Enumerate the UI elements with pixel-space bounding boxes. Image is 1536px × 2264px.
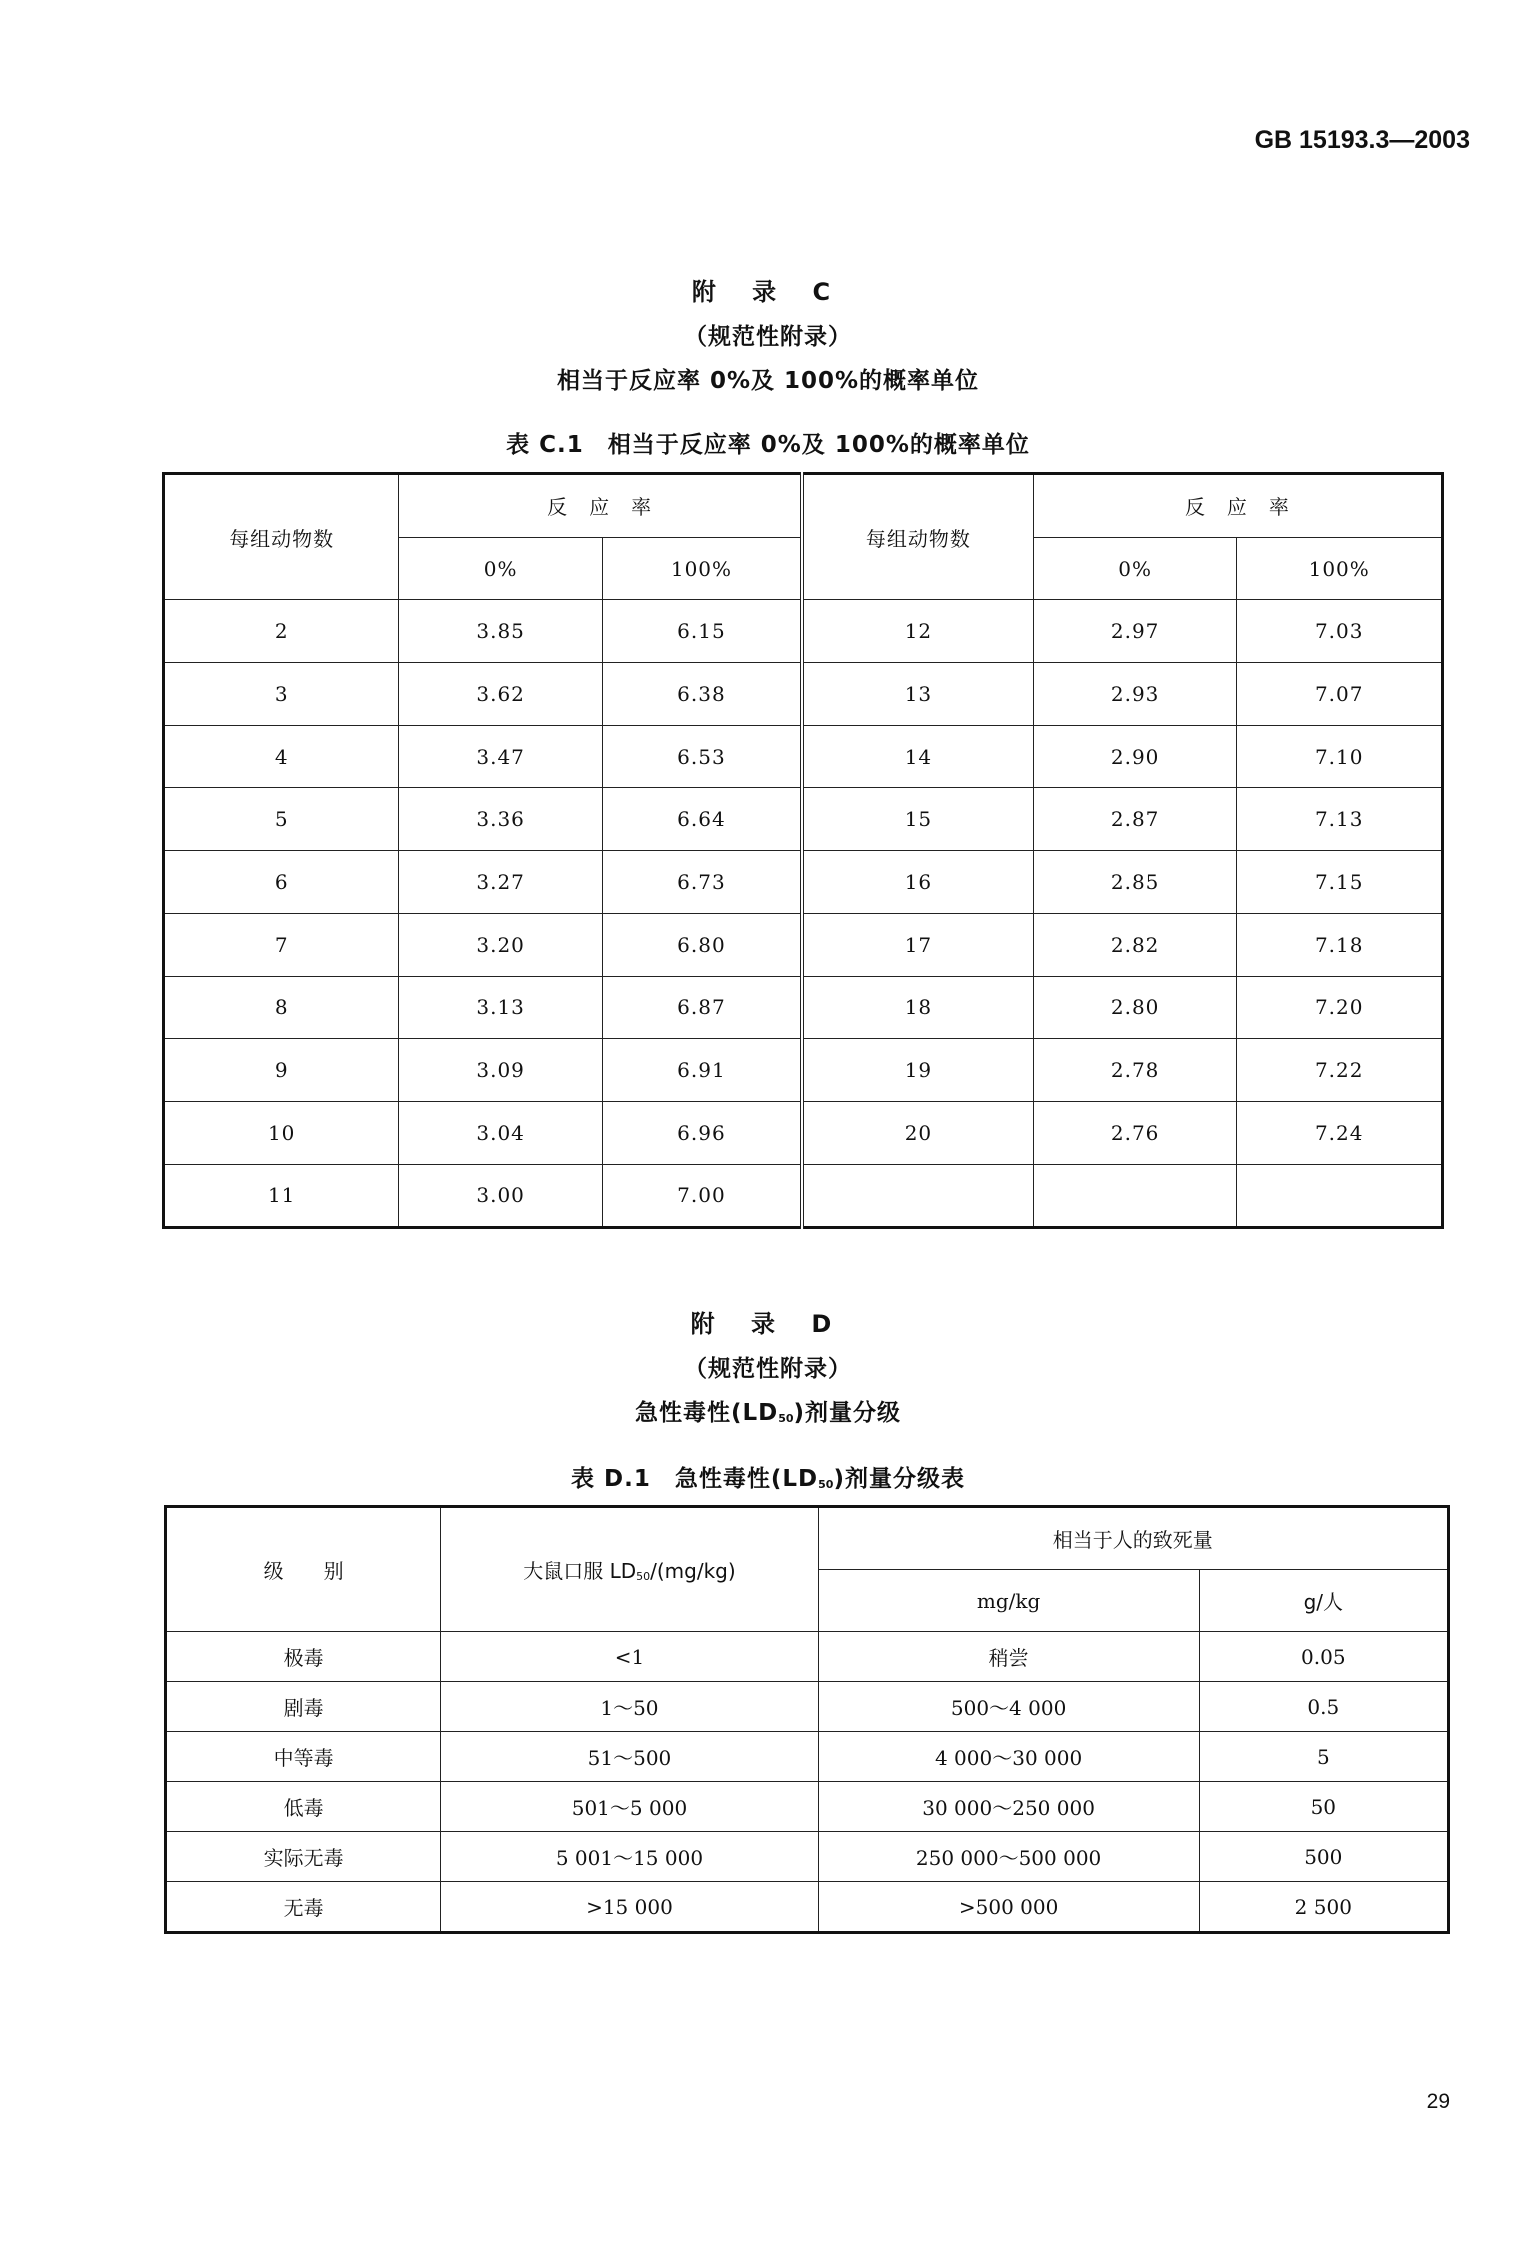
table-row [164,788,1443,851]
table-cell: 5 [1199,1732,1448,1782]
col-header-g-per-person: g/人 [1199,1570,1448,1632]
table-cell: 2.90 [1033,725,1237,788]
table-cell: 3.62 [399,663,603,726]
col-header-100pct-left: 100% [602,537,802,600]
table-cell: 7.03 [1237,600,1443,663]
table-row [166,1832,1449,1882]
table-cell: 2.85 [1033,851,1237,914]
table-cell: 7.15 [1237,851,1443,914]
col-header-animals-right: 每组动物数 [802,474,1033,600]
table-cell: 14 [802,725,1033,788]
table-cell: 3.00 [399,1164,603,1228]
col-header-100pct-right: 100% [1237,537,1443,600]
table-cell: 6.64 [602,788,802,851]
table-cell: 3.47 [399,725,603,788]
standard-number: GB 15193.3—2003 [1254,126,1470,154]
table-row [166,1632,1449,1682]
table-cell: 13 [802,663,1033,726]
table-d1 [164,1505,1450,1934]
table-cell: 17 [802,913,1033,976]
table-cell: 2 [164,600,399,663]
col-header-subscript: 50 [636,1570,651,1583]
table-cell: 0.05 [1199,1632,1448,1682]
table-row [164,1101,1443,1164]
appendix-d-type: （规范性附录） [684,1356,852,1382]
table-cell: 6 [164,851,399,914]
table-cell: 7.07 [1237,663,1443,726]
table-cell: 低毒 [166,1782,441,1832]
table-cell: 18 [802,976,1033,1039]
appendix-d-title: 附 录 D [690,1310,846,1338]
col-header-animals-left: 每组动物数 [164,474,399,600]
table-cell: 7.24 [1237,1101,1443,1164]
table-cell: 2.80 [1033,976,1237,1039]
table-cell: 12 [802,600,1033,663]
table-cell: 1～50 [441,1682,818,1732]
table-cell: 3 [164,663,399,726]
table-cell: 6.91 [602,1039,802,1102]
table-cell: 11 [164,1164,399,1228]
col-header-0pct-right: 0% [1033,537,1237,600]
table-row [164,913,1443,976]
table-cell: 无毒 [166,1882,441,1933]
col-header-text: /(mg/kg) [650,1559,736,1583]
table-cell: 8 [164,976,399,1039]
table-cell: 剧毒 [166,1682,441,1732]
table-cell: 2.76 [1033,1101,1237,1164]
table-cell: 500～4 000 [818,1682,1199,1732]
col-header-text: 大鼠口服 LD [523,1559,637,1583]
table-cell: 10 [164,1101,399,1164]
table-cell: 15 [802,788,1033,851]
table-cell: 7.10 [1237,725,1443,788]
table-cell: 51～500 [441,1732,818,1782]
table-cell: 250 000～500 000 [818,1832,1199,1882]
table-cell: 2.93 [1033,663,1237,726]
table-row [166,1682,1449,1732]
table-cell: 6.87 [602,976,802,1039]
table-cell: 7.13 [1237,788,1443,851]
table-cell: 7.22 [1237,1039,1443,1102]
table-cell: 2 500 [1199,1882,1448,1933]
table-d1-caption [0,1460,1536,1493]
table-cell: 3.85 [399,600,603,663]
heading-text: )剂量分级 [793,1400,902,1426]
table-cell: 5 [164,788,399,851]
table-cell: 6.38 [602,663,802,726]
table-cell: >500 000 [818,1882,1199,1933]
table-cell: 7 [164,913,399,976]
table-c1-caption: 表 C.1 相当于反应率 0%及 100%的概率单位 [506,432,1030,458]
table-cell: 501～5 000 [441,1782,818,1832]
table-cell: 3.27 [399,851,603,914]
table-cell: 7.18 [1237,913,1443,976]
col-header-level: 级 别 [166,1507,441,1632]
heading-text: 急性毒性(LD [634,1400,779,1426]
table-cell: 7.20 [1237,976,1443,1039]
table-row [164,725,1443,788]
col-header-rat-ld50 [441,1507,818,1632]
table-cell [802,1164,1033,1228]
table-row [164,851,1443,914]
table-cell: 2.87 [1033,788,1237,851]
page-number: 29 [1426,2090,1450,2113]
table-row [166,1732,1449,1782]
table-cell: 20 [802,1101,1033,1164]
caption-text: )剂量分级表 [833,1466,965,1492]
table-row [166,1782,1449,1832]
caption-subscript: 50 [818,1478,834,1491]
table-cell: 50 [1199,1782,1448,1832]
appendix-c-title: 附 录 C [691,278,845,306]
table-cell: 0.5 [1199,1682,1448,1732]
table-cell: 3.20 [399,913,603,976]
table-cell: >15 000 [441,1882,818,1933]
table-row [164,1039,1443,1102]
table-row [164,663,1443,726]
col-header-human-lethal: 相当于人的致死量 [818,1507,1448,1570]
table-cell: 3.36 [399,788,603,851]
table-cell: 500 [1199,1832,1448,1882]
table-cell: 中等毒 [166,1732,441,1782]
table-cell: 30 000～250 000 [818,1782,1199,1832]
table-cell: 5 001～15 000 [441,1832,818,1882]
table-cell: 6.96 [602,1101,802,1164]
table-cell [1033,1164,1237,1228]
table-cell: 6.73 [602,851,802,914]
table-cell: 实际无毒 [166,1832,441,1882]
table-cell: <1 [441,1632,818,1682]
appendix-c-type: （规范性附录） [684,324,852,350]
table-cell: 3.13 [399,976,603,1039]
appendix-c-heading: 相当于反应率 0%及 100%的概率单位 [556,368,980,394]
table-cell: 2.82 [1033,913,1237,976]
table-cell: 4 000～30 000 [818,1732,1199,1782]
table-cell: 16 [802,851,1033,914]
table-cell [1237,1164,1443,1228]
table-cell: 极毒 [166,1632,441,1682]
table-cell: 19 [802,1039,1033,1102]
table-cell: 7.00 [602,1164,802,1228]
table-cell: 稍尝 [818,1632,1199,1682]
table-row [164,600,1443,663]
col-header-mgkg: mg/kg [818,1570,1199,1632]
heading-subscript: 50 [778,1412,794,1425]
col-header-response-right: 反 应 率 [1033,474,1442,538]
table-cell: 6.53 [602,725,802,788]
table-row [166,1882,1449,1933]
table-c1 [162,472,1444,1229]
table-cell: 9 [164,1039,399,1102]
col-header-0pct-left: 0% [399,537,603,600]
table-cell: 3.04 [399,1101,603,1164]
appendix-d-heading [0,1394,1536,1427]
table-cell: 4 [164,725,399,788]
table-row [164,976,1443,1039]
table-cell: 2.97 [1033,600,1237,663]
table-row [164,1164,1443,1228]
table-cell: 3.09 [399,1039,603,1102]
table-cell: 2.78 [1033,1039,1237,1102]
caption-text: 表 D.1 急性毒性(LD [571,1466,819,1492]
table-cell: 6.80 [602,913,802,976]
table-cell: 6.15 [602,600,802,663]
col-header-response-left: 反 应 率 [399,474,802,538]
